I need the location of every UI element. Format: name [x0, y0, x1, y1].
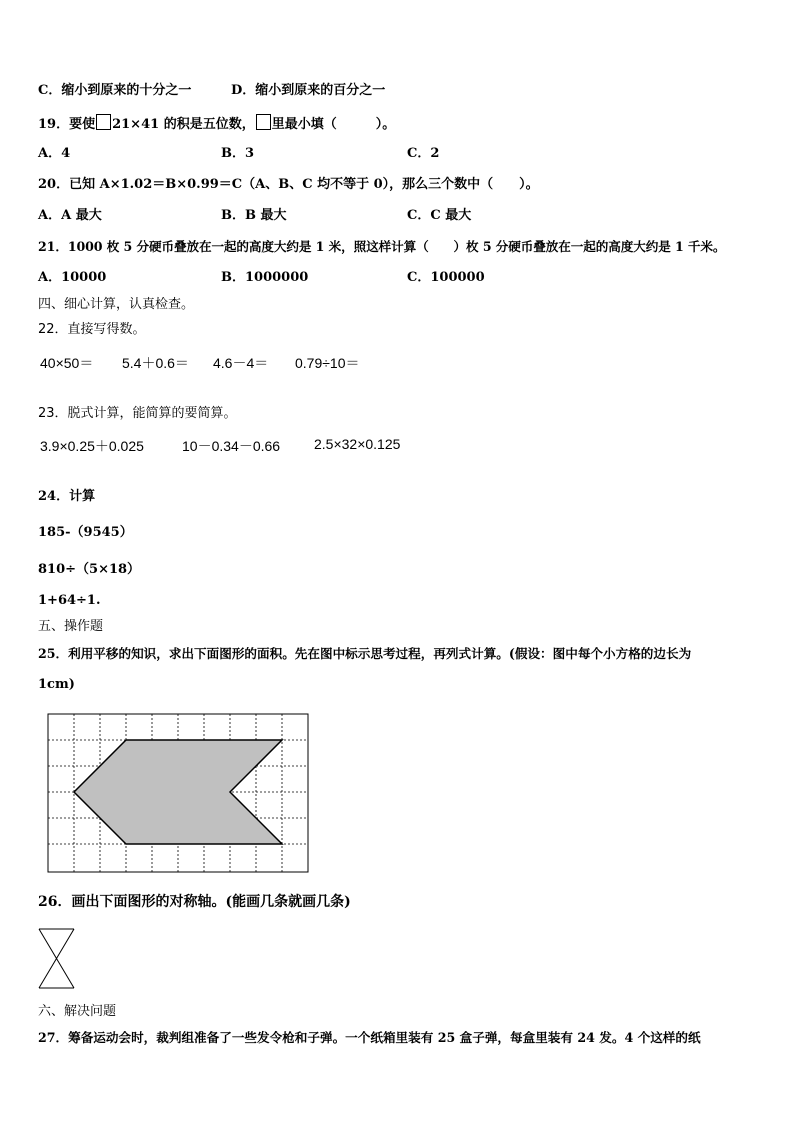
q21-option-c: C．100000 — [407, 270, 485, 285]
q19-suffix: 里最小填（ ）。 — [271, 117, 396, 132]
q21-option-b: B．1000000 — [221, 270, 309, 285]
section-6-heading: 六、解决问题 — [38, 1004, 117, 1019]
blank-box-icon — [96, 114, 111, 130]
q18-option-d: D．缩小到原来的百分之一 — [231, 83, 386, 98]
q25-line-2: 1cm) — [38, 677, 75, 692]
q24-title: 24．计算 — [38, 489, 96, 504]
q23-item-3: 2.5×32×0.125 — [314, 436, 401, 452]
q19-option-a: A．4 — [38, 146, 71, 161]
q20-option-a: A．A 最大 — [38, 208, 102, 223]
q27-question: 27．筹备运动会时，裁判组准备了一些发令枪和子弹。一个纸箱里装有 25 盒子弹，每盒里装有 24 发。4 个这样的纸 — [38, 1030, 701, 1045]
grid-figure — [44, 712, 312, 876]
q24-item-3: 1+64÷1. — [38, 593, 101, 608]
q20-question: 20．已知 A×1.02＝B×0.99＝C（A、B、C 均不等于 0），那么三个数中（ ）。 — [38, 177, 539, 192]
q22-item-2: 5.4＋0.6＝ — [122, 355, 189, 371]
q22-title: 22．直接写得数。 — [38, 322, 146, 337]
q24-item-2: 810÷（5×18） — [38, 562, 141, 577]
q26-title: 26．画出下面图形的对称轴。(能画几条就画几条) — [38, 894, 351, 910]
q21-option-a: A．10000 — [38, 270, 107, 285]
q22-item-3: 4.6－4＝ — [213, 355, 269, 371]
q24-item-1: 185-（9545） — [38, 525, 133, 540]
q22-item-4: 0.79÷10＝ — [295, 355, 360, 371]
section-4-heading: 四、细心计算，认真检查。 — [38, 297, 195, 312]
q20-option-b: B．B 最大 — [221, 208, 287, 223]
q19-option-c: C．2 — [407, 146, 440, 161]
q23-title: 23．脱式计算，能简算的要简算。 — [38, 406, 237, 421]
q18-option-c: C．缩小到原来的十分之一 — [38, 83, 192, 98]
hourglass-figure — [38, 928, 78, 990]
q25-line-1: 25．利用平移的知识，求出下面图形的面积。先在图中标示思考过程，再列式计算。(假设：图中每个小方格的边长为 — [38, 646, 692, 661]
blank-box-icon — [256, 114, 271, 130]
q19-option-b: B．3 — [221, 146, 255, 161]
q19-middle: 21×41 的积是五位数， — [112, 117, 255, 132]
q20-option-c: C．C 最大 — [407, 208, 472, 223]
q23-item-1: 3.9×0.25＋0.025 — [40, 438, 144, 454]
shaded-shape — [74, 740, 282, 844]
q21-question: 21．1000 枚 5 分硬币叠放在一起的高度大约是 1 米，照这样计算（ ）枚 5 分硬币叠放在一起的高度大约是 1 千米。 — [38, 239, 726, 254]
q23-item-2: 10－0.34－0.66 — [182, 438, 281, 454]
q22-item-1: 40×50＝ — [40, 355, 94, 371]
section-5-heading: 五、操作题 — [38, 619, 104, 634]
q19-prefix: 19．要使 — [38, 117, 96, 132]
q19-question — [38, 114, 395, 134]
